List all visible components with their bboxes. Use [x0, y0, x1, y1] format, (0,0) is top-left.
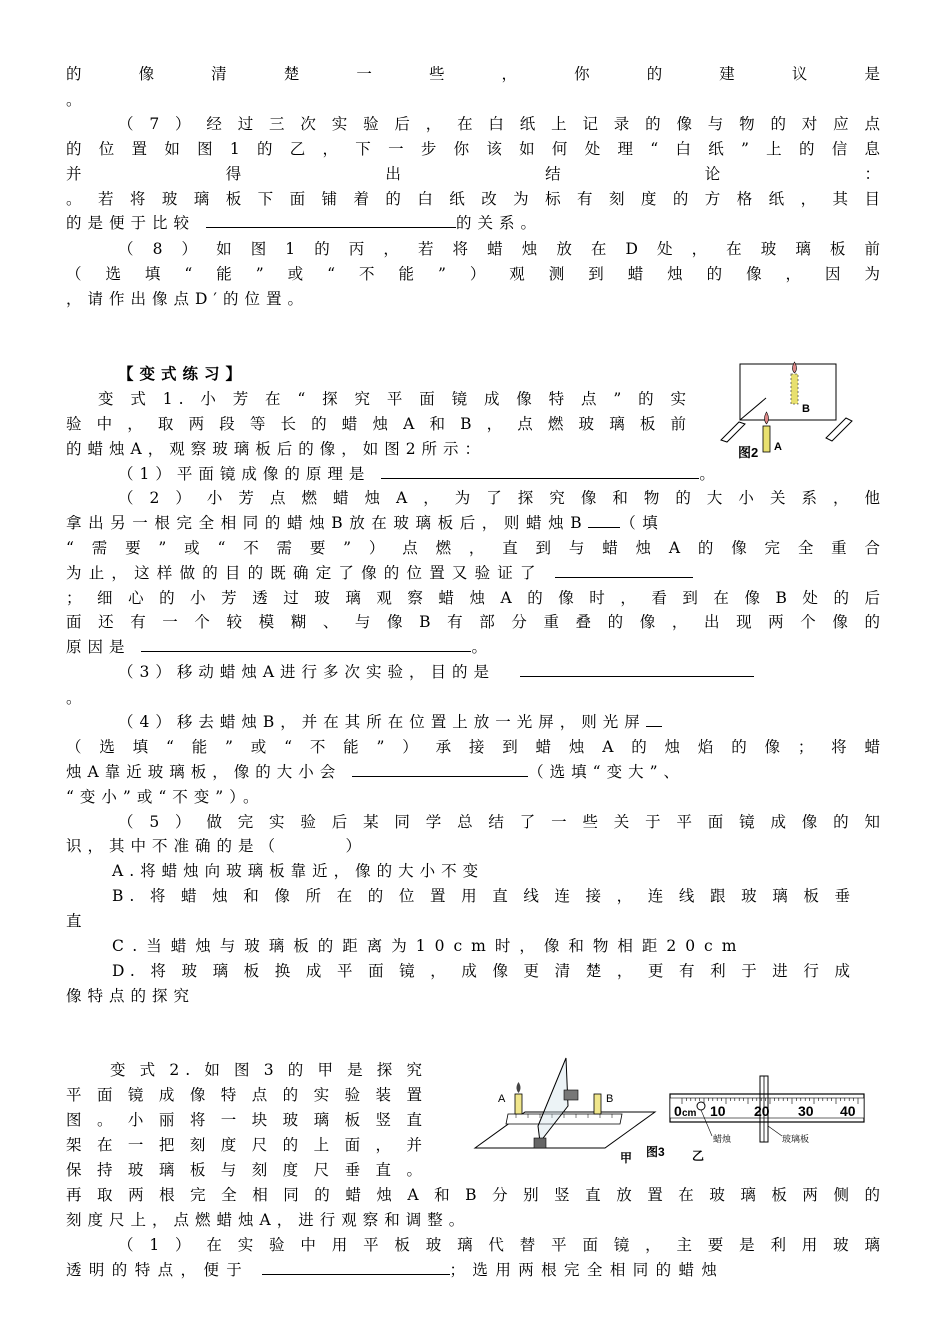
text-segment: （选填“变大”、 — [528, 763, 685, 781]
text-line: 图。小丽将一块玻璃板竖直 — [66, 1111, 428, 1129]
text-line — [66, 513, 886, 533]
text-segment: （4）移去蜡烛B，并在其所在位置上放一光屏，则光屏 — [118, 713, 646, 731]
text-line: “需要”或“不需要”）点燃，直到与蜡烛A的像完全重合 — [66, 539, 886, 557]
text-segment: 烛A靠近玻璃板，像的大小会 — [66, 763, 342, 781]
figure-2 — [716, 354, 866, 462]
section-title: 【变式练习】 — [118, 364, 248, 383]
option-b: B.将蜡烛和像所在的位置用直线连接，连线跟玻璃板垂 — [112, 887, 856, 905]
text-line: 面还有一个较模糊、与像B有部分重叠的像，出现两个像的 — [66, 613, 886, 631]
candle-b-image — [791, 374, 798, 404]
figure-caption: 图3 — [646, 1145, 665, 1159]
text-segment: 的关系。 — [455, 214, 542, 232]
label-jia: 甲 — [620, 1151, 633, 1165]
label-yi: 乙 — [692, 1149, 705, 1163]
candle-a — [763, 426, 770, 452]
text-segment: 。 — [471, 638, 493, 656]
text-line — [66, 1260, 886, 1280]
ruler-unit: cm — [682, 1108, 697, 1119]
text-line: 平面镜成像特点的实验装置 — [66, 1086, 428, 1104]
text-line: ；细心的小芳透过玻璃观察蜡烛A的像时，看到在像B处的后 — [66, 589, 886, 607]
text-line: 像特点的探究 — [66, 987, 196, 1005]
text-line — [118, 712, 886, 732]
text-line: 。 — [66, 91, 88, 109]
text-line: （8）如图1的丙，若将蜡烛放在D处，在玻璃板前 — [118, 240, 886, 258]
text-line — [118, 662, 886, 682]
answer-blank[interactable] — [588, 513, 620, 528]
ruler-tick-label: 30 — [798, 1103, 814, 1119]
flame-icon — [517, 1082, 521, 1093]
text-line — [66, 563, 886, 583]
support-right — [826, 418, 852, 441]
candle-a — [515, 1094, 522, 1114]
text-segment: 。 — [699, 465, 721, 483]
text-line: 架在一把刻度尺的上面，并 — [66, 1136, 428, 1154]
option-a: A.将蜡烛向玻璃板靠近，像的大小不变 — [112, 862, 485, 880]
text-line: 直 — [66, 912, 88, 930]
answer-blank[interactable] — [352, 762, 528, 777]
ruler-tick-label: 40 — [840, 1103, 856, 1119]
text-line: 。若将玻璃板下面铺着的白纸改为标有刻度的方格纸，其目 — [66, 190, 886, 208]
text-line: 的蜡烛A，观察玻璃板后的像，如图2所示： — [66, 440, 487, 458]
text-line — [118, 464, 886, 484]
answer-blank[interactable] — [206, 213, 456, 228]
text-line: （选填“能”或“不能”）承接到蜡烛A的烛焰的像；将蜡 — [66, 738, 886, 756]
text-line: （2）小芳点燃蜡烛A，为了探究像和物的大小关系，他 — [118, 489, 886, 507]
text-line: 验中，取两段等长的蜡烛A和B，点燃玻璃板前 — [66, 415, 692, 433]
label-a: A — [774, 441, 782, 453]
text-segment: 的是便于比较 — [66, 214, 196, 232]
text-segment: 为止，这样做的目的既确定了像的位置又验证了 — [66, 564, 543, 582]
ruler-tick-label: 10 — [710, 1103, 726, 1119]
flame-icon — [765, 412, 769, 424]
support-left — [721, 422, 745, 442]
text-line — [66, 213, 886, 233]
answer-blank[interactable] — [381, 464, 699, 479]
option-d: D.将玻璃板换成平面镜，成像更清楚，更有利于进行成 — [112, 962, 856, 980]
text-line: 刻度尺上，点燃蜡烛A，进行观察和调整。 — [66, 1211, 471, 1229]
figure-3 — [470, 1050, 870, 1168]
text-line — [66, 637, 886, 657]
text-segment: 透明的特点，便于 — [66, 1261, 250, 1279]
answer-blank[interactable] — [646, 712, 662, 727]
text-segment: （3）移动蜡烛A进行多次实验，目的是 — [118, 663, 496, 681]
text-line: 保持玻璃板与刻度尺垂直。 — [66, 1161, 428, 1179]
text-line: 变式1.小芳在“探究平面镜成像特点”的实 — [98, 390, 692, 408]
label-b: B — [606, 1093, 614, 1105]
label-a: A — [498, 1093, 506, 1105]
answer-blank[interactable] — [262, 1260, 450, 1275]
figure-caption: 图2 — [738, 445, 759, 460]
glass-plate — [538, 1058, 568, 1142]
answer-blank[interactable] — [555, 563, 693, 578]
text-line: （1）在实验中用平板玻璃代替平面镜，主要是利用玻璃 — [118, 1236, 886, 1254]
text-line: “变小”或“不变”）。 — [66, 788, 265, 806]
label-b: B — [802, 403, 810, 415]
answer-blank[interactable] — [141, 637, 471, 652]
text-segment: （填 — [620, 514, 665, 532]
text-segment: 原因是 — [66, 638, 131, 656]
candle-label: 蜡烛 — [713, 1134, 732, 1144]
option-c: C.当蜡烛与玻璃板的距离为10cm时，像和物相距20cm — [112, 937, 746, 955]
clamp — [564, 1090, 578, 1100]
text-line: （选填“能”或“不能”）观测到蜡烛的像，因为 — [66, 265, 886, 283]
text-line: 的位置如图1的乙，下一步你该如何处理“白纸”上的信息 — [66, 140, 886, 158]
text-segment: 拿出另一根完全相同的蜡烛B放在玻璃板后，则蜡烛B — [66, 514, 589, 532]
text-line: 。 — [66, 689, 88, 707]
text-line — [66, 762, 886, 782]
text-line: （5）做完实验后某同学总结了一些关于平面镜成像的知 — [118, 813, 886, 831]
text-line: 的像清楚一些，你的建议是 — [66, 65, 886, 83]
candle-b — [594, 1094, 601, 1114]
text-line: ，请作出像点D′的位置。 — [66, 290, 309, 308]
text-line: （7）经过三次实验后，在白纸上记录的像与物的对应点 — [118, 115, 886, 133]
text-line: 识，其中不准确的是（ ） — [66, 837, 368, 855]
ruler-tick-label: 0 — [674, 1103, 682, 1119]
text-segment: （1）平面镜成像的原理是 — [118, 465, 371, 483]
glass-label: 玻璃板 — [782, 1134, 810, 1144]
text-line: 并得出结论： — [66, 165, 886, 183]
text-line: 再取两根完全相同的蜡烛A和B分别竖直放置在玻璃板两侧的 — [66, 1186, 886, 1204]
glass-stand — [534, 1138, 546, 1148]
ruler-tick-label: 20 — [754, 1103, 770, 1119]
answer-blank[interactable] — [520, 662, 754, 677]
candle-top-view — [697, 1102, 705, 1110]
text-line: 变式2.如图3的甲是探究 — [110, 1061, 428, 1079]
text-segment: ；选用两根完全相同的蜡烛 — [449, 1261, 725, 1279]
